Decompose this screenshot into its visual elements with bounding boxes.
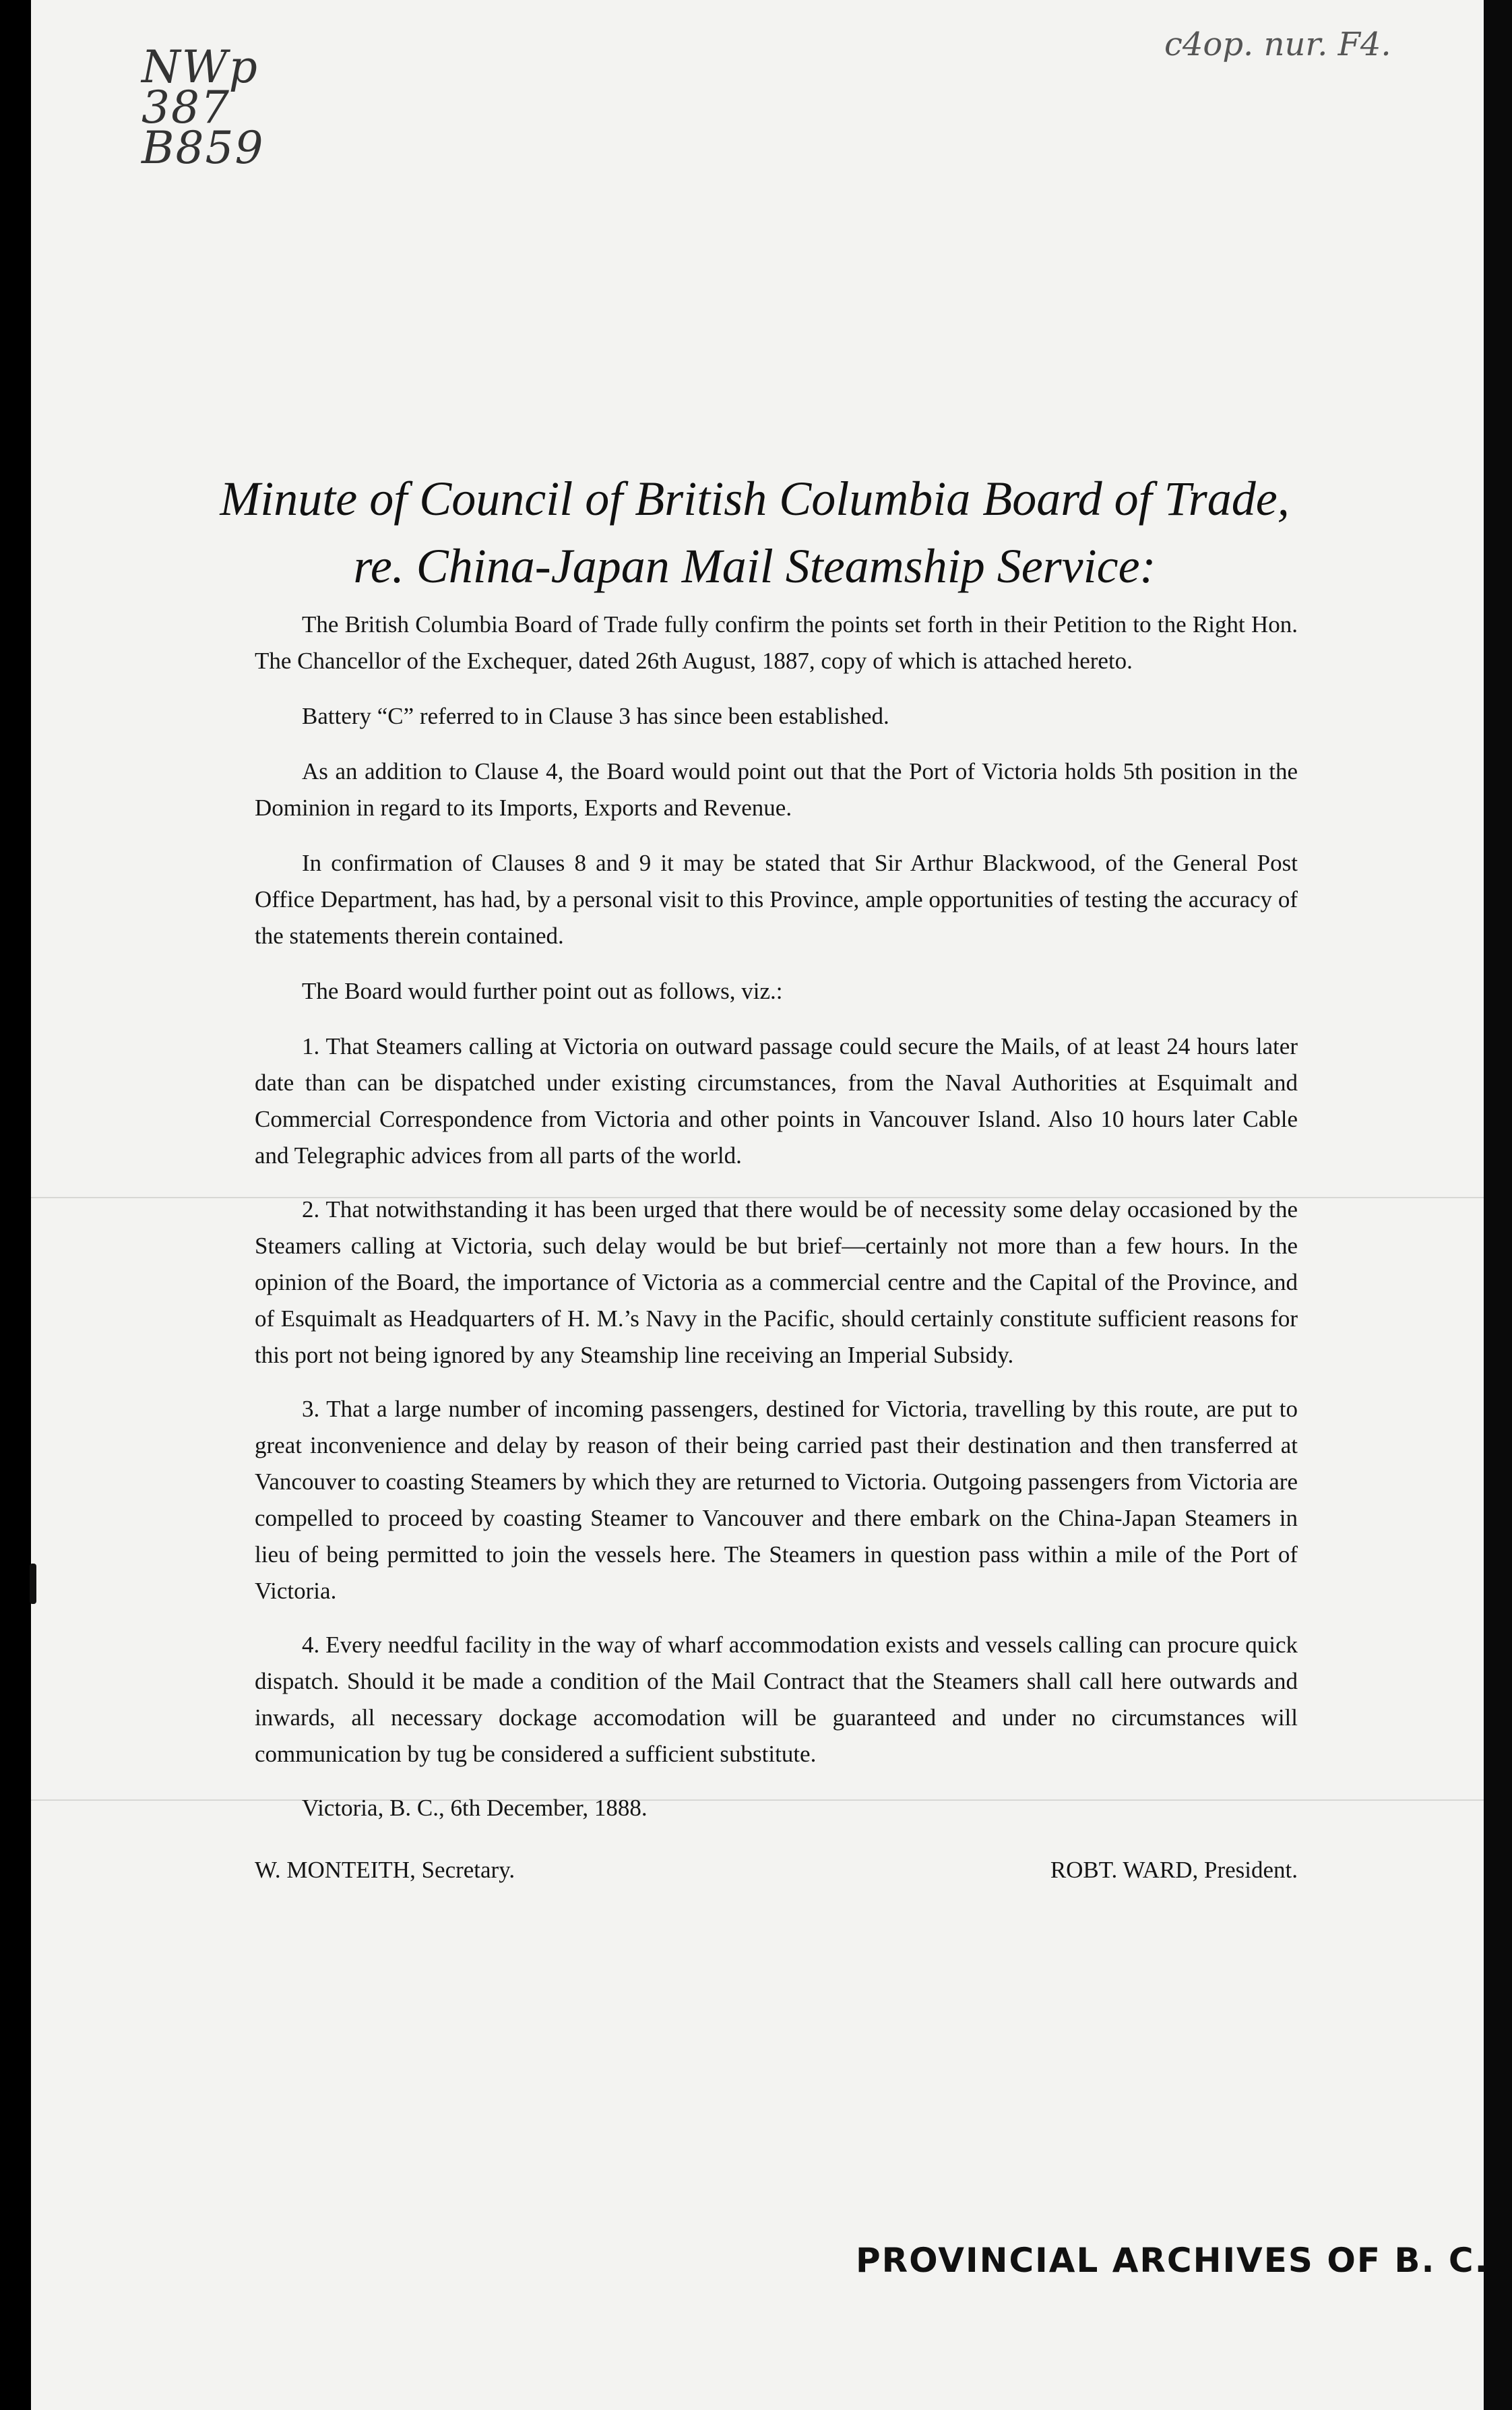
- punch-hole-mark: [30, 1564, 36, 1604]
- title-line-2: re. China-Japan Mail Steamship Service:: [353, 539, 1156, 593]
- archive-stamp: PROVINCIAL ARCHIVES OF B. C.: [856, 2241, 1489, 2280]
- numbered-point: 2. That notwithstanding it has been urged that there would be of necessity some delay occasioned by the Steamers calling at Victoria, such delay would be but brief—certainly not more than a few hours. In the opinion of the Board, the importance of Victoria as a commercial centre and the Capital of the Province, and of Esquimalt as Headquarters of H. M.’s Navy in the Pacific, should certainly constitute sufficient reasons for this port not being ignored by any Steamship line receiving an Imperial Subsidy.: [255, 1196, 1298, 1368]
- numbered-point: 4. Every needful facility in the way of wharf accommodation exists and vessels calling can procure quick dispatch. Should it be made a condition of the Mail Contract that the Steamers shall call here outwards and inwards, all necessary dockage accomodation will be guaranteed and under no circumstances will communication by tug be considered a sufficient substitute.: [255, 1632, 1298, 1767]
- paragraph: As an addition to Clause 4, the Board would point out that the Port of Victoria holds 5th position in the Dominion in regard to its Imports, Exports and Revenue.: [255, 758, 1298, 821]
- document-title: [135, 465, 1375, 600]
- signature-block: [255, 1857, 1298, 1884]
- document-body: [255, 607, 1298, 1845]
- call-number-line: 387: [141, 82, 230, 133]
- numbered-point: 1. That Steamers calling at Victoria on outward passage could secure the Mails, of at least 24 hours later date than can be dispatched under existing circumstances, from the Naval Authorities at Esquimalt and Commercial Correspondence from Victoria and other points in Vancouver Island. Also 10 hours later Cable and Telegraphic advices from all parts of the world.: [255, 1033, 1298, 1169]
- call-number-line: NWp: [141, 41, 259, 93]
- call-number-line: B859: [141, 122, 265, 174]
- numbered-point: 3. That a large number of incoming passengers, destined for Victoria, travelling by this route, are put to great inconvenience and delay by reason of their being carried past their destination and then transferred at Vancouver to coasting Steamers by which they are returned to Victoria. Outgoing passengers from Victoria are compelled to proceed by coasting Steamer to Vancouver and there embark on the China-Japan Steamers in lieu of being permitted to join the vessels here. The Steamers in question pass within a mile of the Port of Victoria.: [255, 1396, 1298, 1604]
- secretary-signature: W. MONTEITH, Secretary.: [255, 1857, 515, 1883]
- scan-edge: [1484, 0, 1512, 2410]
- dateline: Victoria, B. C., 6th December, 1888.: [302, 1795, 648, 1821]
- paragraph: The British Columbia Board of Trade fully confirm the points set forth in their Petition to the Right Hon. The Chancellor of the Exchequer, dated 26th August, 1887, copy of which is attached hereto.: [255, 611, 1298, 674]
- president-signature: ROBT. WARD, President.: [1050, 1857, 1298, 1883]
- paragraph: The Board would further point out as follows, viz.:: [302, 978, 783, 1004]
- title-line-1: Minute of Council of British Columbia Board of Trade,: [220, 472, 1290, 526]
- paragraph: Battery “C” referred to in Clause 3 has since been established.: [302, 703, 889, 729]
- paragraph: In confirmation of Clauses 8 and 9 it may be stated that Sir Arthur Blackwood, of the General Post Office Department, has had, by a personal visit to this Province, ample opportunities of testing the accuracy of the statements therein contained.: [255, 850, 1298, 949]
- handwritten-call-number: [141, 41, 265, 174]
- handwritten-note: c4op. nur. F4.: [1164, 26, 1391, 63]
